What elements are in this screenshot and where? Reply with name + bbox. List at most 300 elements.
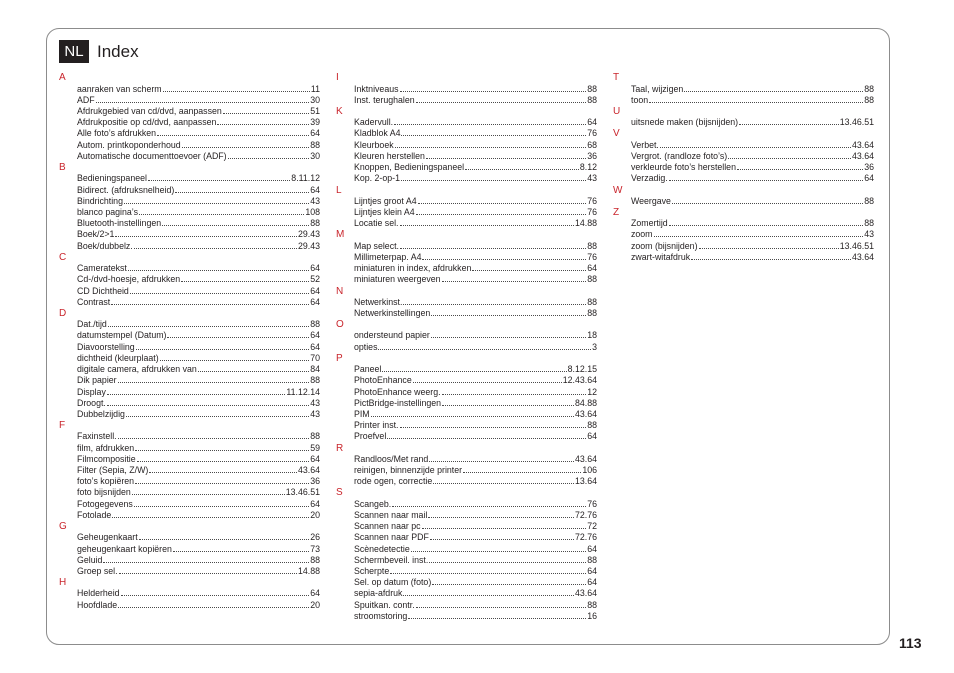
- index-term: Bidirect. (afdruksnelheid): [77, 184, 175, 195]
- index-page-refs: 88: [587, 554, 597, 565]
- index-term: Afdrukpositie op cd/dvd, aanpassen: [77, 117, 217, 128]
- index-page-refs: 64: [310, 341, 320, 352]
- index-term: Groep sel.: [77, 566, 118, 577]
- index-entry: [631, 173, 874, 184]
- index-entry: [77, 241, 320, 252]
- dot-leader: [429, 461, 574, 462]
- index-letter-heading: S: [336, 487, 343, 499]
- dot-leader: [228, 158, 310, 159]
- index-page-refs: 13.46.51: [285, 487, 320, 498]
- dot-leader: [400, 91, 587, 92]
- index-term: zwart-witafdruk: [631, 251, 691, 262]
- index-entry: [354, 128, 597, 139]
- dot-leader: [400, 225, 574, 226]
- index-term: Map select.: [354, 240, 399, 251]
- index-page-refs: 64: [310, 296, 320, 307]
- dot-leader: [669, 225, 864, 226]
- index-entry: [77, 588, 320, 599]
- index-entry: [354, 544, 597, 555]
- index-entry: [354, 218, 597, 229]
- index-entry: [354, 420, 597, 431]
- index-term: Lijntjes groot A4: [354, 195, 417, 206]
- index-entry: [77, 342, 320, 353]
- dot-leader: [163, 91, 310, 92]
- index-term: Dik papier: [77, 375, 117, 386]
- dot-leader: [378, 349, 591, 350]
- index-letter-heading: R: [336, 442, 344, 454]
- index-entry: [354, 95, 597, 106]
- index-page-refs: 68: [587, 139, 597, 150]
- index-page-refs: 43: [310, 195, 320, 206]
- index-term: Kleurboek: [354, 139, 394, 150]
- index-letter-heading: O: [336, 319, 344, 331]
- index-term: Zomertijd: [631, 218, 668, 229]
- index-page-refs: 84: [310, 364, 320, 375]
- index-page-refs: 64: [310, 453, 320, 464]
- dot-leader: [401, 180, 586, 181]
- index-term: Scannen naar PDF: [354, 532, 429, 543]
- index-term: CD Dichtheid: [77, 285, 129, 296]
- index-page-refs: 70: [310, 352, 320, 363]
- dot-leader: [416, 607, 587, 608]
- index-entry: [77, 375, 320, 386]
- dot-leader: [430, 539, 574, 540]
- dot-leader: [173, 551, 309, 552]
- index-entry: [631, 151, 874, 162]
- index-page-refs: 13.64: [574, 476, 597, 487]
- index-term: Faxinstell.: [77, 431, 117, 442]
- index-page-refs: 43: [587, 173, 597, 184]
- index-term: PhotoEnhance weerg.: [354, 386, 441, 397]
- index-entry: [77, 600, 320, 611]
- index-letter-heading: Z: [613, 207, 620, 219]
- index-entry: [77, 128, 320, 139]
- index-page-refs: 26: [310, 532, 320, 543]
- index-entry: [77, 297, 320, 308]
- dot-leader: [371, 416, 574, 417]
- dot-leader: [426, 158, 586, 159]
- index-page-refs: 11: [310, 83, 320, 94]
- dot-leader: [132, 494, 285, 495]
- index-letter-heading: K: [336, 106, 343, 118]
- index-term: Helderheid: [77, 588, 120, 599]
- dot-leader: [137, 461, 310, 462]
- index-term: uitsnede maken (bijsnijden): [631, 117, 739, 128]
- index-term: Kadervull.: [354, 117, 394, 128]
- index-letter-heading: U: [613, 106, 621, 118]
- index-page-refs: 43: [864, 229, 874, 240]
- index-page-refs: 88: [310, 218, 320, 229]
- index-term: Bluetooth-instellingen: [77, 218, 162, 229]
- dot-leader: [134, 248, 297, 249]
- index-page-refs: 43.64: [851, 150, 874, 161]
- index-entry: [354, 297, 597, 308]
- index-term: Netwerkinst.: [354, 296, 403, 307]
- index-page-refs: 36: [310, 476, 320, 487]
- dot-leader: [148, 180, 290, 181]
- dot-leader: [433, 483, 574, 484]
- dot-leader: [139, 539, 310, 540]
- index-entry: [77, 364, 320, 375]
- index-column-1: [59, 72, 321, 611]
- index-term: Afdrukgebied van cd/dvd, aanpassen: [77, 106, 222, 117]
- dot-leader: [403, 304, 586, 305]
- index-page-refs: 43.64: [851, 251, 874, 262]
- index-term: datumstempel (Datum): [77, 330, 167, 341]
- index-term: Scherpte: [354, 566, 390, 577]
- index-entry: [631, 218, 874, 229]
- index-entry: [77, 443, 320, 454]
- index-term: Spuitkan. contr.: [354, 599, 415, 610]
- index-term: toon: [631, 94, 649, 105]
- index-column-3: [613, 72, 875, 263]
- dot-leader: [431, 315, 586, 316]
- dot-leader: [126, 416, 309, 417]
- dot-leader: [130, 293, 309, 294]
- dot-leader: [672, 203, 863, 204]
- index-page-refs: 64: [587, 117, 597, 128]
- index-page-refs: 64: [310, 263, 320, 274]
- index-term: Scènedetectie: [354, 543, 410, 554]
- index-page-refs: 64: [310, 184, 320, 195]
- dot-leader: [737, 169, 863, 170]
- dot-leader: [107, 405, 309, 406]
- index-page-refs: 72.76: [574, 509, 597, 520]
- index-page-refs: 64: [587, 543, 597, 554]
- index-term: Boek/2>1: [77, 229, 115, 240]
- index-term: Locatie sel.: [354, 218, 399, 229]
- dot-leader: [442, 281, 587, 282]
- index-page-refs: 36: [587, 150, 597, 161]
- index-page-refs: 88: [864, 195, 874, 206]
- index-page-refs: 88: [587, 83, 597, 94]
- index-page-refs: 72.76: [574, 532, 597, 543]
- dot-leader: [400, 427, 587, 428]
- index-entry: [354, 84, 597, 95]
- index-entry: [354, 600, 597, 611]
- index-page-refs: 64: [587, 577, 597, 588]
- dot-leader: [465, 169, 579, 170]
- dot-leader: [422, 528, 587, 529]
- index-term: Printer inst.: [354, 420, 399, 431]
- dot-leader: [112, 517, 309, 518]
- index-term: Kleuren herstellen: [354, 150, 425, 161]
- index-page-refs: 64: [310, 498, 320, 509]
- index-page-refs: 20: [310, 599, 320, 610]
- dot-leader: [463, 472, 581, 473]
- index-entry: [77, 387, 320, 398]
- index-term: Paneel: [354, 364, 382, 375]
- index-letter-heading: M: [336, 229, 345, 241]
- index-page-refs: 43.64: [574, 453, 597, 464]
- index-term: Fotolade: [77, 509, 112, 520]
- index-entry: [354, 263, 597, 274]
- index-entry: [77, 398, 320, 409]
- index-page-refs: 11.12.14: [286, 386, 320, 397]
- index-term: Randloos/Met rand: [354, 453, 429, 464]
- dot-leader: [103, 562, 309, 563]
- index-letter-heading: L: [336, 184, 342, 196]
- index-entry: [77, 319, 320, 330]
- dot-leader: [135, 450, 309, 451]
- index-entry: [77, 274, 320, 285]
- index-entry: [77, 185, 320, 196]
- dot-leader: [111, 304, 309, 305]
- index-letter-heading: B: [59, 162, 66, 174]
- dot-leader: [115, 236, 297, 237]
- dot-leader: [432, 584, 586, 585]
- index-entry: [354, 499, 597, 510]
- index-page-refs: 64: [864, 173, 874, 184]
- index-page-refs: 51: [310, 106, 320, 117]
- index-letter-heading: V: [613, 128, 620, 140]
- index-term: ondersteund papier: [354, 330, 430, 341]
- index-page-refs: 76: [587, 251, 597, 262]
- index-page-refs: 88: [587, 420, 597, 431]
- index-term: PIM: [354, 408, 370, 419]
- index-term: Kop. 2-op-1: [354, 173, 400, 184]
- index-entry: [77, 465, 320, 476]
- index-term: PhotoEnhance: [354, 375, 412, 386]
- dot-leader: [96, 102, 310, 103]
- index-page-refs: 43: [310, 408, 320, 419]
- index-page-refs: 20: [310, 509, 320, 520]
- index-term: Autom. printkoponderhoud: [77, 139, 181, 150]
- index-term: miniaturen in index, afdrukken: [354, 263, 472, 274]
- dot-leader: [175, 192, 309, 193]
- index-page-refs: 30: [310, 150, 320, 161]
- index-term: Scannen naar mail: [354, 509, 428, 520]
- index-term: Diavoorstelling: [77, 341, 135, 352]
- index-entry: [77, 173, 320, 184]
- dot-leader: [134, 506, 309, 507]
- index-entry: [77, 499, 320, 510]
- dot-leader: [411, 551, 586, 552]
- index-entry: [631, 95, 874, 106]
- dot-leader: [118, 607, 309, 608]
- index-term: foto bijsnijden: [77, 487, 131, 498]
- dot-leader: [422, 259, 586, 260]
- index-term: digitale camera, afdrukken van: [77, 364, 197, 375]
- index-page-refs: 43.64: [851, 139, 874, 150]
- index-entry: [354, 588, 597, 599]
- dot-leader: [416, 214, 587, 215]
- dot-leader: [401, 135, 586, 136]
- index-page-refs: 8.12.15: [567, 364, 597, 375]
- index-term: Display: [77, 386, 106, 397]
- index-term: Filmcompositie: [77, 453, 136, 464]
- dot-leader: [669, 180, 864, 181]
- language-badge: NL: [59, 40, 89, 63]
- dot-leader: [472, 270, 586, 271]
- dot-leader: [162, 225, 309, 226]
- index-page-refs: 43: [310, 397, 320, 408]
- index-term: Scangeb.: [354, 498, 392, 509]
- dot-leader: [392, 506, 586, 507]
- index-term: zoom (bijsnijden): [631, 240, 698, 251]
- index-letter-heading: A: [59, 72, 66, 84]
- index-page-refs: 12: [587, 386, 597, 397]
- index-page-refs: 76: [587, 207, 597, 218]
- index-entry: [354, 173, 597, 184]
- index-page-refs: 64: [310, 588, 320, 599]
- index-page-refs: 13.46.51: [839, 117, 874, 128]
- index-entry: [354, 140, 597, 151]
- index-entry: [77, 117, 320, 128]
- index-page-refs: 13.46.51: [839, 240, 874, 251]
- index-page-refs: 36: [864, 162, 874, 173]
- index-term: Verzadig.: [631, 173, 668, 184]
- dot-leader: [107, 394, 286, 395]
- index-letter-heading: I: [336, 72, 339, 84]
- index-entry: [354, 252, 597, 263]
- dot-leader: [118, 438, 310, 439]
- index-entry: [631, 252, 874, 263]
- index-letter-heading: P: [336, 352, 343, 364]
- index-term: Netwerkinstellingen: [354, 307, 431, 318]
- dot-leader: [728, 158, 851, 159]
- index-term: rode ogen, correctie: [354, 476, 433, 487]
- index-term: Kladblok A4: [354, 128, 401, 139]
- dot-leader: [442, 394, 587, 395]
- index-page-refs: 76: [587, 195, 597, 206]
- index-page-refs: 14.88: [574, 218, 597, 229]
- page-number: 113: [899, 635, 922, 651]
- index-page-refs: 29.43: [297, 240, 320, 251]
- index-term: Alle foto’s afdrukken: [77, 128, 157, 139]
- index-entry: [77, 330, 320, 341]
- index-entry: [354, 375, 597, 386]
- index-entry: [354, 409, 597, 420]
- index-page-refs: 52: [310, 274, 320, 285]
- index-term: zoom: [631, 229, 653, 240]
- dot-leader: [428, 517, 574, 518]
- index-page-refs: 88: [587, 599, 597, 610]
- index-term: Vergrot. (randloze foto’s): [631, 150, 728, 161]
- index-entry: [354, 274, 597, 285]
- index-column-2: [336, 72, 598, 622]
- index-entry: [354, 241, 597, 252]
- index-term: miniaturen weergeven: [354, 274, 441, 285]
- index-term: Dat./tijd: [77, 319, 107, 330]
- dot-leader: [408, 618, 586, 619]
- index-entry: [631, 140, 874, 151]
- index-page-refs: 88: [864, 218, 874, 229]
- index-term: Knoppen, Bedieningspaneel: [354, 162, 465, 173]
- index-entry: [354, 611, 597, 622]
- index-letter-heading: W: [613, 184, 623, 196]
- index-entry: [354, 398, 597, 409]
- dot-leader: [167, 337, 309, 338]
- index-page-refs: 18: [587, 330, 597, 341]
- index-term: Sel. op datum (foto): [354, 577, 432, 588]
- index-term: Contrast: [77, 296, 111, 307]
- index-term: PictBridge-instellingen: [354, 397, 442, 408]
- index-entry: [77, 409, 320, 420]
- index-term: Schermbeveil. inst.: [354, 554, 429, 565]
- index-page-refs: 12.43.64: [562, 375, 597, 386]
- dot-leader: [223, 113, 309, 114]
- index-entry: [77, 229, 320, 240]
- dot-leader: [198, 371, 309, 372]
- index-term: Scannen naar pc: [354, 521, 421, 532]
- index-entry: [354, 117, 597, 128]
- index-page-refs: 64: [587, 566, 597, 577]
- index-entry: [77, 140, 320, 151]
- index-term: Inst. terughalen: [354, 94, 415, 105]
- dot-leader: [699, 248, 839, 249]
- index-term: Bedieningspaneel: [77, 173, 147, 184]
- dot-leader: [403, 595, 574, 596]
- index-page-refs: 88: [310, 375, 320, 386]
- index-term: Fotogegevens: [77, 498, 133, 509]
- dot-leader: [660, 147, 851, 148]
- index-page-refs: 30: [310, 94, 320, 105]
- dot-leader: [413, 382, 562, 383]
- index-entry: [77, 218, 320, 229]
- index-page-refs: 88: [310, 319, 320, 330]
- dot-leader: [149, 472, 297, 473]
- dot-leader: [182, 147, 310, 148]
- index-page-refs: 64: [310, 285, 320, 296]
- index-entry: [77, 566, 320, 577]
- dot-leader: [387, 438, 586, 439]
- dot-leader: [119, 573, 297, 574]
- dot-leader: [160, 360, 310, 361]
- index-entry: [77, 106, 320, 117]
- dot-leader: [684, 91, 863, 92]
- dot-leader: [649, 102, 863, 103]
- index-page-refs: 3: [592, 341, 597, 352]
- dot-leader: [394, 124, 586, 125]
- index-page-refs: 64: [310, 330, 320, 341]
- index-page-refs: 43.64: [574, 408, 597, 419]
- index-term: geheugenkaart kopiëren: [77, 543, 172, 554]
- index-entry: [631, 162, 874, 173]
- dot-leader: [121, 595, 310, 596]
- dot-leader: [418, 203, 587, 204]
- index-page-refs: 76: [587, 128, 597, 139]
- index-entry: [354, 431, 597, 442]
- index-page-refs: 64: [310, 128, 320, 139]
- index-page-refs: 76: [587, 498, 597, 509]
- index-entry: [77, 476, 320, 487]
- index-entry: [354, 465, 597, 476]
- index-letter-heading: H: [59, 577, 67, 589]
- dot-leader: [217, 124, 309, 125]
- index-entry: [354, 521, 597, 532]
- index-term: film, afdrukken: [77, 442, 135, 453]
- index-term: Lijntjes klein A4: [354, 207, 415, 218]
- index-entry: [77, 286, 320, 297]
- index-entry: [77, 454, 320, 465]
- index-term: blanco pagina’s: [77, 207, 138, 218]
- index-entry: [354, 476, 597, 487]
- dot-leader: [181, 281, 309, 282]
- dot-leader: [118, 382, 310, 383]
- index-entry: [77, 353, 320, 364]
- index-page-refs: 88: [310, 431, 320, 442]
- index-page-refs: 16: [587, 610, 597, 621]
- index-page-refs: 84.88: [574, 397, 597, 408]
- dot-leader: [108, 326, 309, 327]
- dot-leader: [395, 147, 587, 148]
- dot-leader: [654, 236, 864, 237]
- index-entry: [77, 263, 320, 274]
- dot-leader: [124, 203, 309, 204]
- index-page-refs: 8.11.12: [291, 173, 320, 184]
- dot-leader: [442, 405, 574, 406]
